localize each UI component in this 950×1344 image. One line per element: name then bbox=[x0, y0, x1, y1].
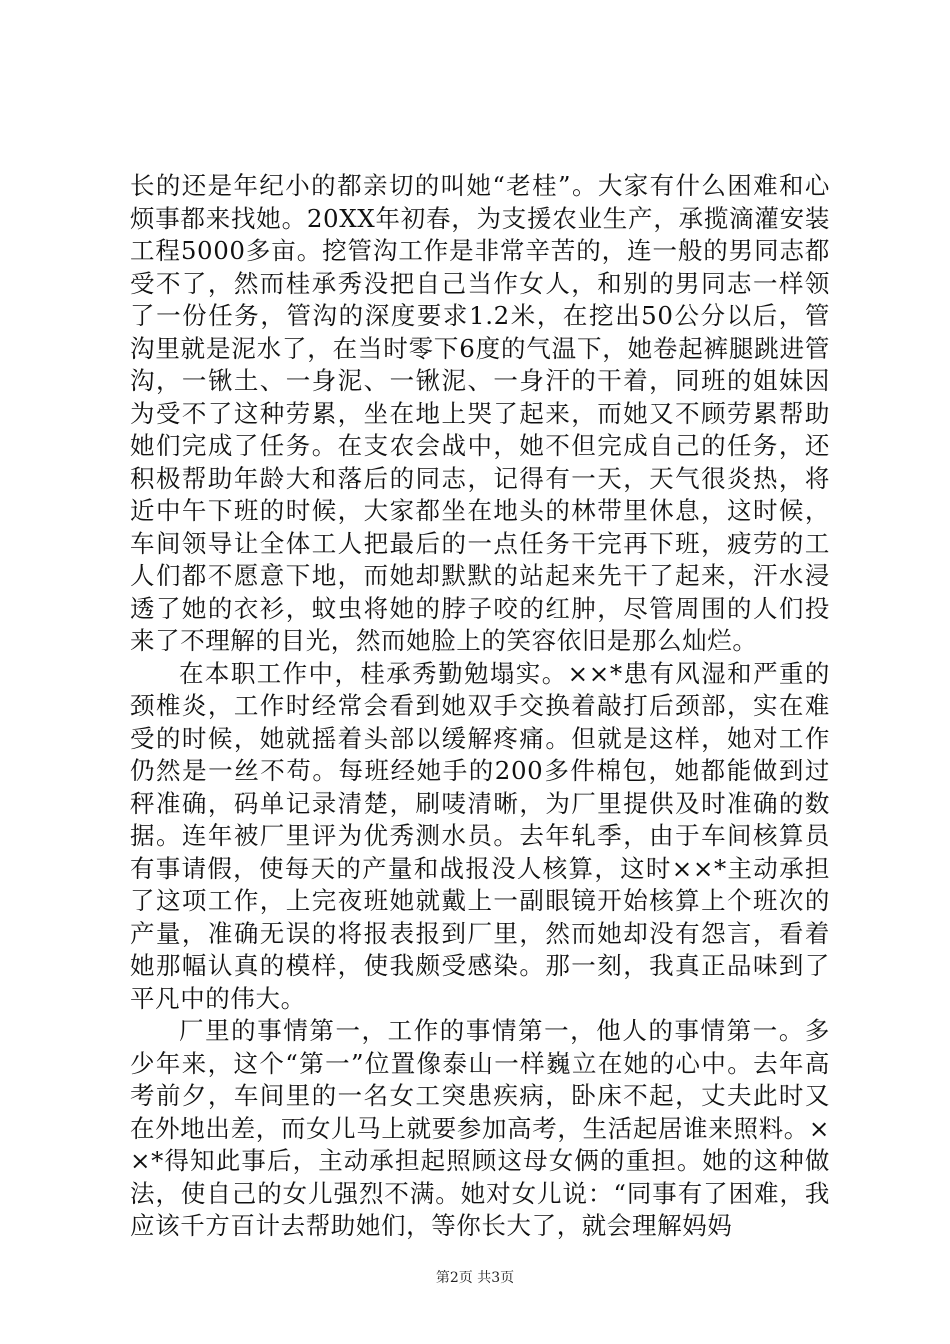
paragraph-1: 长的还是年纪小的都亲切的叫她“老桂”。大家有什么困难和心烦事都来找她。20XX年初春，为支援农业生产，承揽滴灌安装工程5000多亩。挖管沟工作是非常辛苦的，连一般的男同志都受不了，然而桂承秀没把自己当作女人，和别的男同志一样领了一份任务，管沟的深度要求1.2米，在挖出50公分以后，管沟里就是泥水了，在当时零下6度的气温下，她卷起裤腿跳进管沟，一锹土、一身泥、一锹泥、一身汗的干着，同班的姐妹因为受不了这种劳累，坐在地上哭了起来，而她又不顾劳累帮助她们完成了任务。在支农会战中，她不但完成自己的任务，还积极帮助年龄大和落后的同志，记得有一天，天气很炎热，将近中午下班的时候，大家都坐在地头的林带里休息，这时候，车间领导让全体工人把最后的一点任务干完再下班，疲劳的工人们都不愿意下地，而她却默默的站起来先干了起来，汗水浸透了她的衣衫，蚊虫将她的脖子咬的红肿，尽管周围的人们投来了不理解的目光，然而她脸上的笑容依旧是那么灿烂。 bbox=[130, 171, 830, 655]
paragraph-3: 厂里的事情第一，工作的事情第一，他人的事情第一。多少年来，这个“第一”位置像泰山一样巍立在她的心中。去年高考前夕，车间里的一名女工突患疾病，卧床不起，丈夫此时又在外地出差，而女儿马上就要参加高考，生活起居谁来照料。××*得知此事后，主动承担起照顾这母女俩的重担。她的这种做法，使自己的女儿强烈不满。她对女儿说：“同事有了困难，我应该千方百计去帮助她们，等你长大了，就会理解妈妈 bbox=[130, 1016, 830, 1240]
page-number-footer: 第2页 共3页 bbox=[435, 1270, 515, 1286]
document-body bbox=[130, 170, 830, 1243]
paragraph-2: 在本职工作中，桂承秀勤勉塌实。××*患有风湿和严重的颈椎炎，工作时经常会看到她双手交换着敲打后颈部，实在难受的时候，她就摇着头部以缓解疼痛。但就是这样，她对工作仍然是一丝不苟。每班经她手的200多件棉包，她都能做到过秤准确，码单记录清楚，刷唛清晰，为厂里提供及时准确的数据。连年被厂里评为优秀测水员。去年轧季，由于车间核算员有事请假，使每天的产量和战报没人核算，这时××*主动承担了这项工作，上完夜班她就戴上一副眼镜开始核算上个班次的产量，准确无误的将报表报到厂里，然而她却没有怨言，看着她那幅认真的模样，使我颇受感染。那一刻，我真正品味到了平凡中的伟大。 bbox=[130, 658, 830, 1013]
